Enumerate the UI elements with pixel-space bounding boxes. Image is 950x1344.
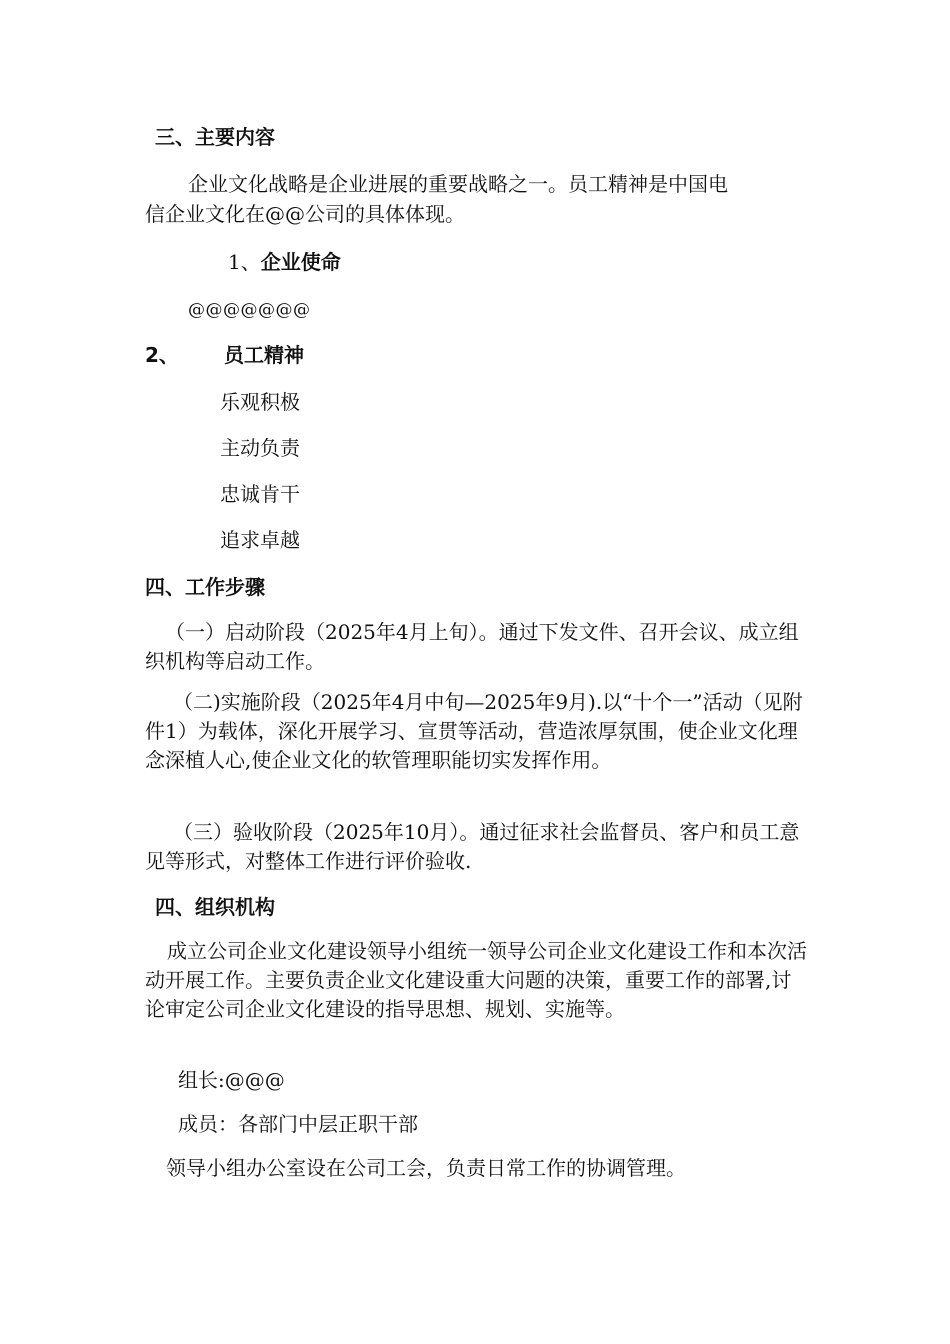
spirit-item: 忠诚肯干	[220, 482, 300, 506]
section-heading-main-content: 三、主要内容	[155, 125, 275, 149]
team-leader: 组长:@@@	[178, 1068, 285, 1092]
spirit-item: 乐观积极	[220, 390, 300, 414]
subheading-mission	[228, 250, 341, 274]
mission-text: @@@@@@@	[188, 300, 311, 320]
intro-line-2: 信企业文化在@@公司的具体体现。	[145, 202, 465, 226]
intro-line-1: 企业文化战略是企业进展的重要战略之一。员工精神是中国电	[188, 172, 728, 196]
subheading-number: 1、	[228, 250, 261, 274]
organization-paragraph: 成立公司企业文化建设领导小组统一领导公司企业文化建设工作和本次活动开展工作。主要负责企业文化建设重大问题的决策，重要工作的部署,讨论审定公司企业文化建设的指导思想、规划、实施等。	[145, 939, 807, 1021]
subheading-title: 企业使命	[260, 250, 341, 274]
step-paragraph-3: （三）验收阶段（2025年10月）。通过征求社会监督员、客户和员工意见等形式，对整体工作进行评价验收.	[145, 820, 800, 873]
section-heading-work-steps: 四、工作步骤	[145, 575, 265, 599]
spirit-item: 追求卓越	[220, 528, 300, 552]
team-members: 成员：各部门中层正职干部	[178, 1112, 418, 1136]
step-paragraph-2: （二)实施阶段（2025年4月中旬—2025年9月).以“十个一”活动（见附件1）为载体，深化开展学习、宣贯等活动，营造浓厚氛围，使企业文化理念深植人心,使企业文化的软管理职能切实发挥作用。	[145, 690, 803, 772]
office-note: 领导小组办公室设在公司工会，负责日常工作的协调管理。	[166, 1156, 686, 1180]
subheading-number-2: 2、	[145, 343, 179, 367]
subheading-employee-spirit: 员工精神	[224, 343, 304, 367]
section-heading-organization: 四、组织机构	[155, 895, 275, 919]
spirit-item: 主动负责	[220, 436, 300, 460]
step-paragraph-1: （一）启动阶段（2025年4月上旬）。通过下发文件、召开会议、成立组织机构等启动工作。	[145, 620, 799, 673]
